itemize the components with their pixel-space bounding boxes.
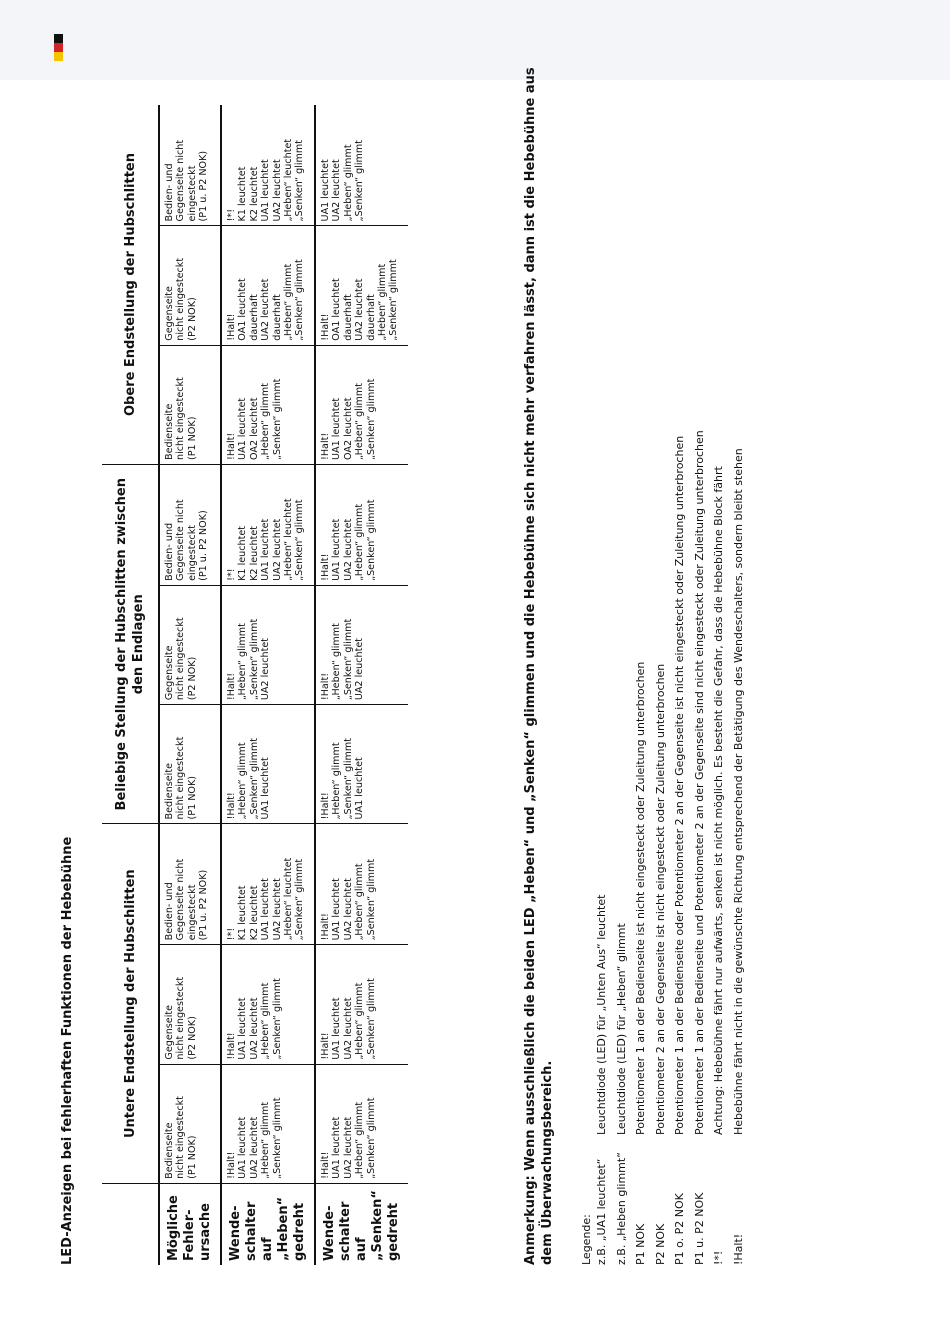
legend-row [729, 430, 749, 1265]
table-cell: !Halt! UA1 leuchtet OA2 leuchtet „Heben“ glimmt „Senken“ glimmt [221, 345, 315, 464]
table-cell: !Halt! „Heben“ glimmt „Senken“ glimmt UA2 leuchtet [221, 585, 315, 704]
legend-key: !*! [712, 1250, 725, 1265]
legend-value: Hebebühne fährt nicht in die gewünschte Richtung entsprechend der Betätigung des Wendeschalters, sondern bleibt stehen [731, 448, 745, 1135]
led-table [102, 105, 408, 1265]
column-header: Bedien- und Gegenseite nicht eingesteckt (P1 u. P2 NOK) [159, 465, 221, 586]
table-cell: !Halt! UA1 leuchtet OA2 leuchtet „Heben“ glimmt „Senken“ glimmt [315, 345, 408, 464]
legend-row [709, 430, 729, 1265]
table-cell: !Halt! UA1 leuchtet UA2 leuchtet „Heben“ glimmt „Senken“ glimmt [315, 945, 408, 1064]
legend-value: Leuchtdiode (LED) für „Unten Aus“ leuchtet [595, 894, 608, 1135]
legend-key: z.B. „Heben glimmt“ [614, 1152, 628, 1265]
column-header: Bedienseite nicht eingesteckt (P1 NOK) [159, 1064, 221, 1183]
legend-row [592, 430, 612, 1265]
table-cell: !*! K1 leuchtet K2 leuchtet UA1 leuchtet UA2 leuchtet „Heben“ leuchtet „Senken“ glimmt [221, 465, 315, 586]
table-cell: !Halt! „Heben“ glimmt „Senken“ glimmt UA1 leuchtet [221, 705, 315, 824]
legend-key: z.B. „UA1 leuchtet“ [595, 1158, 608, 1265]
table-cell: !Halt! OA1 leuchtet dauerhaft UA2 leuchtet dauerhaft „Heben“ glimmt „Senken“ glimmt [221, 226, 315, 345]
table-cell: !Halt! UA1 leuchtet UA2 leuchtet „Heben“ glimmt „Senken“ glimmt [315, 465, 408, 586]
column-header: Gegenseite nicht eingesteckt (P2 NOK) [159, 945, 221, 1064]
column-header: Gegenseite nicht eingesteckt (P2 NOK) [159, 226, 221, 345]
table-cell: !Halt! „Heben“ glimmt „Senken“ glimmt UA2 leuchtet [315, 585, 408, 704]
legend-key: P1 u. P2 NOK [692, 1192, 706, 1265]
legend-value: Leuchtdiode (LED) für „Heben“ glimmt [614, 923, 628, 1135]
legend-row [690, 430, 710, 1265]
legend-value: Achtung: Hebebühne fährt nur aufwärts, senken ist nicht möglich. Es besteht die Gefahr, dass die Hebebühne Block fährt [712, 466, 725, 1135]
table-cell: !Halt! UA1 leuchtet UA2 leuchtet „Heben“ glimmt „Senken“ glimmt [315, 1064, 408, 1183]
legend-value: Potentiometer 1 an der Bedienseite und Potentiometer 2 an der Gegenseite sind nicht eingesteckt oder Zuleitung unterbrochen [692, 430, 706, 1135]
group-header-between: Beliebige Stellung der Hubschlitten zwischen den Endlagen [102, 465, 159, 824]
column-header: Bedien- und Gegenseite nicht eingesteckt (P1 u. P2 NOK) [159, 105, 221, 226]
legend-table [592, 430, 748, 1265]
row-label-senken: Wende-schalter auf „Senken“ gedreht [315, 1183, 408, 1265]
column-header: Bedienseite nicht eingesteckt (P1 NOK) [159, 345, 221, 464]
legend-row [612, 430, 632, 1265]
legend-row [670, 430, 690, 1265]
column-header: Bedien- und Gegenseite nicht eingesteckt (P1 u. P2 NOK) [159, 824, 221, 945]
legend-key: P1 NOK [634, 1223, 647, 1265]
column-header: Bedienseite nicht eingesteckt (P1 NOK) [159, 705, 221, 824]
table-cell: !*! K1 leuchtet K2 leuchtet UA1 leuchtet UA2 leuchtet „Heben“ leuchtet „Senken“ glimmt [221, 105, 315, 226]
group-header-upper: Obere Endstellung der Hubschlitten [102, 105, 159, 465]
legend-row [631, 430, 651, 1265]
table-cell: UA1 leuchtet UA2 leuchtet „Heben“ glimmt „Senken“ glimmt [315, 105, 408, 226]
legend-key: !Halt! [731, 1233, 745, 1265]
rotated-page-content [60, 0, 760, 1265]
table-row [221, 105, 315, 1265]
legend-value: Potentiometer 1 an der Bedienseite ist nicht eingesteckt oder Zuleitung unterbrochen [634, 661, 647, 1135]
legend-key: P1 o. P2 NOK [673, 1193, 686, 1265]
group-header-lower: Untere Endstellung der Hubschlitten [102, 824, 159, 1183]
table-cell: !Halt! UA1 leuchtet UA2 leuchtet „Heben“ glimmt „Senken“ glimmt [221, 945, 315, 1064]
table-row [315, 105, 408, 1265]
row-label-heben: Wende-schalter auf „Heben“ gedreht [221, 1183, 315, 1265]
cause-header: Mögliche Fehler-ursache [159, 1183, 221, 1265]
table-cell: !Halt! UA1 leuchtet UA2 leuchtet „Heben“ glimmt „Senken“ glimmt [221, 1064, 315, 1183]
table-cell: !Halt! OA1 leuchtet dauerhaft UA2 leuchtet dauerhaft „Heben“ glimmt „Senken“ glimmt [315, 226, 408, 345]
legend-value: Potentiometer 2 an der Gegenseite ist nicht eingesteckt oder Zuleitung unterbrochen [653, 663, 667, 1135]
page-title: LED-Anzeigen bei fehlerhaften Funktionen der Hebebühne [60, 836, 75, 1265]
legend-row [651, 430, 671, 1265]
table-cell: !Halt! „Heben“ glimmt „Senken“ glimmt UA1 leuchtet [315, 705, 408, 824]
table-cell: !*! K1 leuchtet K2 leuchtet UA1 leuchtet UA2 leuchtet „Heben“ leuchtet „Senken“ glimmt [221, 824, 315, 945]
legend-key: P2 NOK [653, 1223, 667, 1265]
legend-value: Potentiometer 1 an der Bedienseite oder Potentiometer 2 an der Gegenseite ist nicht eingesteckt oder Zuleitung unterbrochen [673, 435, 686, 1135]
header-spacer [102, 1183, 159, 1265]
note-text: Anmerkung: Wenn ausschließlich die beiden LED „Heben“ und „Senken“ glimmen und die Hebebühne sich nicht mehr verfahren lässt, dann ist die Hebebühne aus dem Überwachungsbereich. [523, 67, 555, 1265]
column-header: Gegenseite nicht eingesteckt (P2 NOK) [159, 585, 221, 704]
legend-title: Legende: [580, 1214, 593, 1265]
table-cell: !Halt! UA1 leuchtet UA2 leuchtet „Heben“ glimmt „Senken“ glimmt [315, 824, 408, 945]
